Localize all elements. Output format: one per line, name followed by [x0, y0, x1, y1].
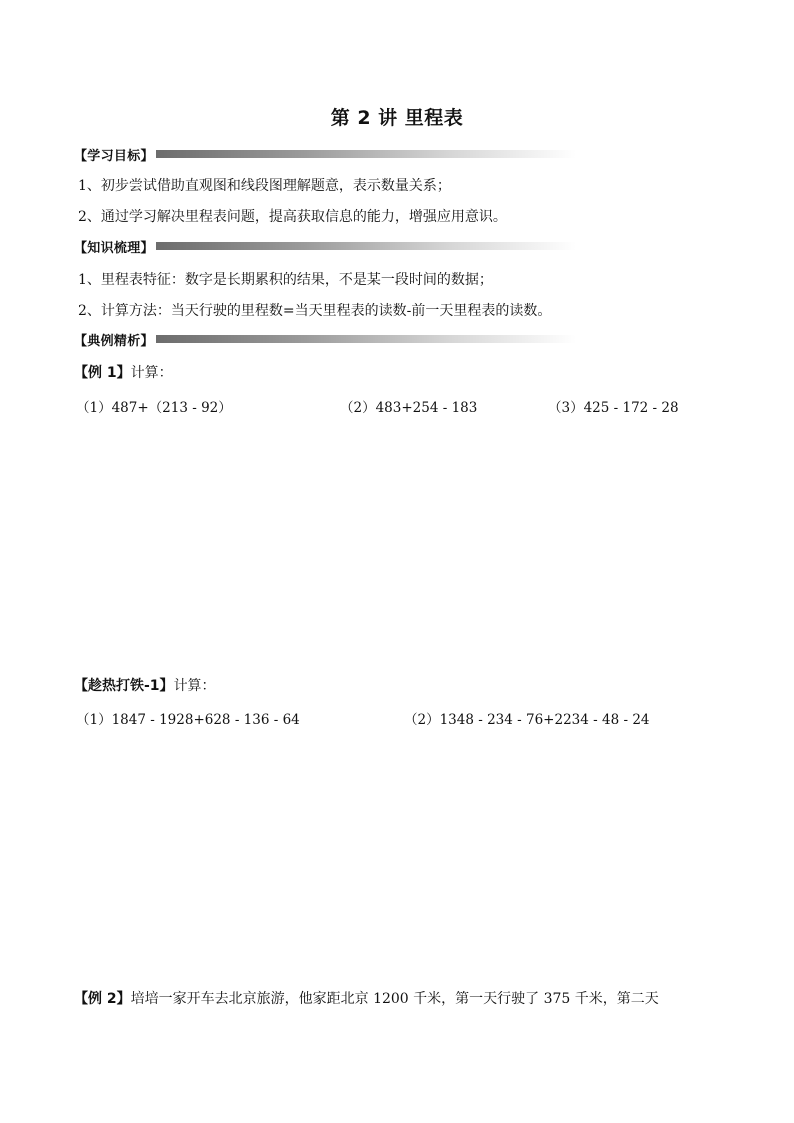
example-2-label: 【例 2】: [74, 991, 131, 1007]
practice-1-problem-1: （1）1847 - 1928+628 - 136 - 64: [76, 712, 300, 728]
section-knowledge-header: [74, 238, 576, 254]
section-divider-bar: [156, 242, 576, 250]
objective-item-2: 2、通过学习解决里程表问题，提高获取信息的能力，增强应用意识。: [78, 209, 507, 225]
example-2-text: 培培一家开车去北京旅游，他家距北京 1200 千米，第一天行驶了 375 千米，第二天: [130, 991, 659, 1007]
objective-item-1: 1、初步尝试借助直观图和线段图理解题意，表示数量关系；: [78, 178, 451, 194]
section-examples-header: [74, 331, 576, 347]
practice-1-text: 计算：: [173, 678, 216, 694]
example-1-problem-3: （3）425 - 172 - 28: [548, 400, 679, 416]
example-2-prompt: [74, 988, 659, 1008]
section-knowledge-heading: 【知识梳理】: [74, 240, 154, 256]
practice-1-label: 【趁热打铁-1】: [74, 678, 174, 694]
practice-1-prompt: [74, 675, 216, 695]
example-1-prompt: [74, 362, 173, 382]
knowledge-item-1: 1、里程表特征：数字是长期累积的结果，不是某一段时间的数据；: [78, 272, 493, 288]
practice-1-problem-2: （2）1348 - 234 - 76+2234 - 48 - 24: [404, 712, 650, 728]
example-1-problem-2: （2）483+254 - 183: [340, 400, 478, 416]
section-divider-bar: [156, 150, 576, 158]
section-objectives-heading: 【学习目标】: [74, 148, 154, 164]
example-1-problem-1: （1）487+（213 - 92）: [76, 400, 232, 416]
section-objectives-header: [74, 146, 576, 162]
knowledge-item-2: 2、计算方法：当天行驶的里程数=当天里程表的读数-前一天里程表的读数。: [78, 303, 552, 319]
page-title: 第 2 讲 里程表: [330, 107, 464, 129]
section-examples-heading: 【典例精析】: [74, 333, 154, 349]
example-1-text: 计算：: [130, 365, 173, 381]
section-divider-bar: [156, 335, 576, 343]
example-1-label: 【例 1】: [74, 365, 131, 381]
